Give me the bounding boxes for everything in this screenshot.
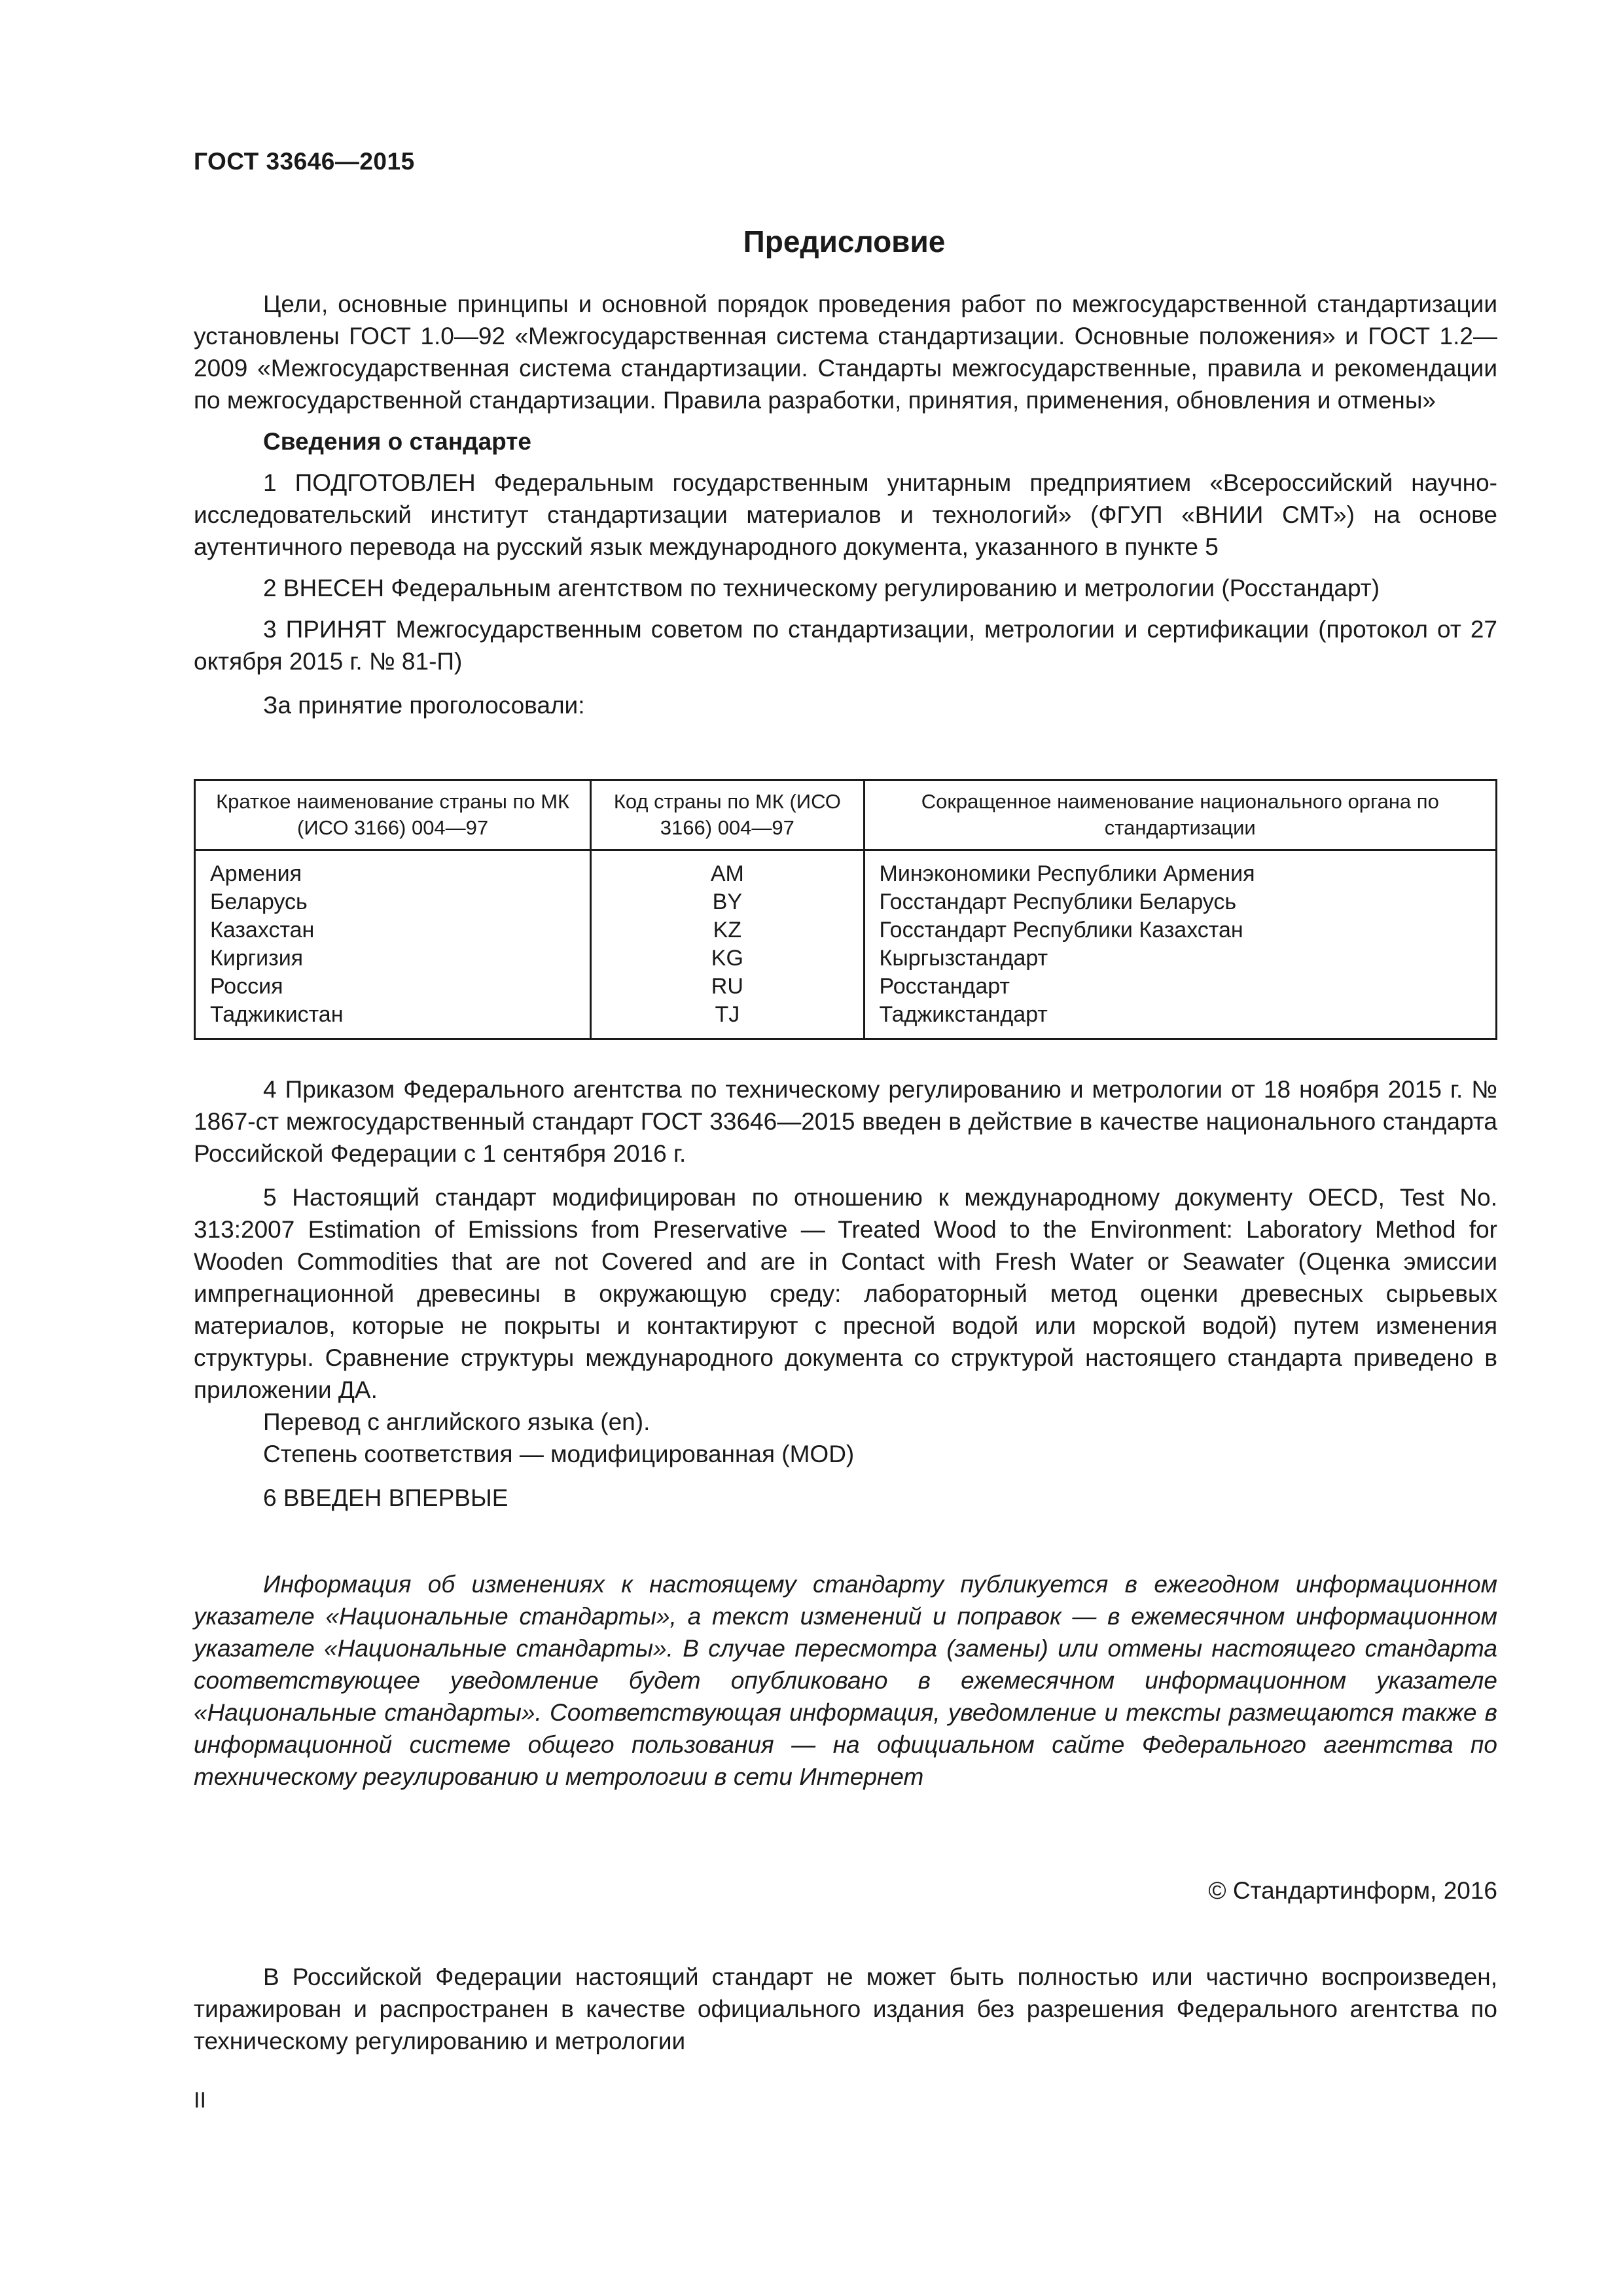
table-row [195,850,1497,889]
country-name: Россия [195,973,591,1001]
standards-body: Госстандарт Республики Беларусь [864,888,1496,916]
table-row [195,916,1497,944]
country-name: Беларусь [195,888,591,916]
table-header-row [195,780,1497,850]
page-title: Предисловие [743,224,946,259]
country-code: BY [591,888,864,916]
changes-notice-text: Информация об изменениях к настоящему стандарту публикуется в ежегодном информационном указателе «Национальные стандарты», а текст изменений и поправок — в ежемесячном информационном указателе «Национальные стандарты». В случае пересмотра (замены) или отмены настоящего стандарта соответствующее уведомление будет опубликовано в ежемесячном информационном указателе «Национальные стандарты». Соответствующая информация, уведомление и тексты размещаются также в информационной системе общего пользования — на официальном сайте Федерального агентства по техническому регулированию и метрологии в сети Интернет [194,1571,1497,1790]
item-3: 3 ПРИНЯТ Межгосударственным советом по стандартизации, метрологии и сертификации (протокол от 27 октября 2015 г. № 81-П) [194,616,1497,675]
standards-body: Росстандарт [864,973,1496,1001]
standards-body: Кыргызстандарт [864,944,1496,973]
table-row [195,944,1497,973]
country-code: KG [591,944,864,973]
table-row [195,1001,1497,1039]
standards-body: Таджикстандарт [864,1001,1496,1039]
country-name: Киргизия [195,944,591,973]
standards-body: Госстандарт Республики Казахстан [864,916,1496,944]
section-heading: Сведения о стандарте [263,428,531,455]
item-4: 4 Приказом Федерального агентства по техническому регулированию и метрологии от 18 ноября 2015 г. № 1867-ст межгосударственный стандарт ГОСТ 33646—2015 введен в действие в качестве национального стандарта Российской Федерации с 1 сентября 2016 г. [194,1076,1497,1167]
document-code: ГОСТ 33646—2015 [194,148,415,175]
item-5: 5 Настоящий стандарт модифицирован по отношению к международному документу OECD, Test No. 313:2007 Estimation of Emissions from Preservative — Treated Wood to the Environment: Laboratory Method for Wooden Commodities that are not Covered and are in Contact with Fresh Water or Seawater (Оценка эмиссии импрегнационной древесины в окружающую среду: лабораторный метод оценки древесных сырьевых материалов, которые не покрыты и контактируют с пресной водой или морской водой) путем изменения структуры. Сравнение структуры международного документа со структурой настоящего стандарта приведено в приложении ДА. [194,1184,1497,1403]
country-name: Таджикистан [195,1001,591,1039]
country-name: Казахстан [195,916,591,944]
country-code: AM [591,850,864,889]
translation-note: Перевод с английского языка (en). [263,1408,651,1435]
voted-label: За принятие проголосовали: [263,692,585,719]
table-row [195,888,1497,916]
changes-notice [194,1568,1497,1793]
item-6: 6 ВВЕДЕН ВПЕРВЫЕ [263,1484,508,1511]
page-number: II [194,2088,206,2113]
standards-body: Минэкономики Республики Армения [864,850,1496,889]
foreword-body-top [194,288,1497,721]
foreword-body-bottom [194,1073,1497,1514]
intro-paragraph: Цели, основные принципы и основной порядок проведения работ по межгосударственной стандартизации установлены ГОСТ 1.0—92 «Межгосударственная система стандартизации. Основные положения» и ГОСТ 1.2—2009 «Межгосударственная система стандартизации. Стандарты межгосударственные, правила и рекомендации по межгосударственной стандартизации. Правила разработки, принятия, применения, обновления и отмены» [194,291,1497,414]
voting-countries-table [194,779,1497,1040]
item-1: 1 ПОДГОТОВЛЕН Федеральным государственным унитарным предприятием «Всероссийский научно-исследовательский институт стандартизации материалов и технологий» (ФГУП «ВНИИ СМТ») на основе аутентичного перевода на русский язык международного документа, указанного в пункте 5 [194,469,1497,560]
item-2: 2 ВНЕСЕН Федеральным агентством по техническому регулированию и метрологии (Росстандарт) [263,575,1380,601]
reproduction-notice-text: В Российской Федерации настоящий стандарт не может быть полностью или частично воспроизведен, тиражирован и распространен в качестве официального издания без разрешения Федерального агентства по техническому регулированию и метрологии [194,1964,1497,2054]
table-row [195,973,1497,1001]
country-code: RU [591,973,864,1001]
copyright-line: © Стандартинформ, 2016 [1208,1877,1497,1904]
country-name: Армения [195,850,591,889]
conformity-note: Степень соответствия — модифицированная (MOD) [263,1441,855,1467]
column-header-country: Краткое наименование страны по МК (ИСО 3166) 004—97 [195,780,591,850]
country-code: KZ [591,916,864,944]
country-code: TJ [591,1001,864,1039]
column-header-code: Код страны по МК (ИСО 3166) 004—97 [591,780,864,850]
reproduction-notice [194,1961,1497,2057]
column-header-body: Сокращенное наименование национального органа по стандартизации [864,780,1496,850]
